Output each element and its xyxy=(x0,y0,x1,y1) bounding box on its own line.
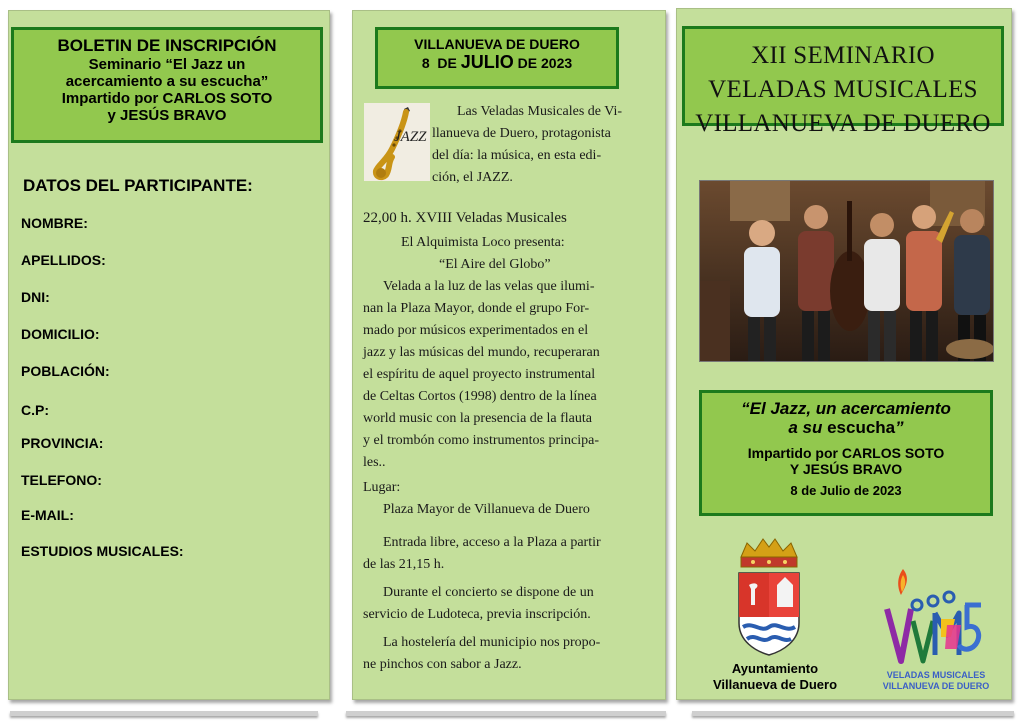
ayuntamiento-line-2: Villanueva de Duero xyxy=(712,677,838,692)
field-apellidos: APELLIDOS: xyxy=(21,252,106,268)
event-presenter: El Alquimista Loco presenta: xyxy=(401,235,565,250)
date-line xyxy=(378,52,616,73)
date-location: VILLANUEVA DE DUERO xyxy=(414,36,580,52)
veladas-musicales-logo-icon xyxy=(883,565,987,669)
seminar-line-2: acercamiento a su escucha” xyxy=(65,73,269,90)
body-line-3: mado por músicos experimentados en el xyxy=(363,323,589,338)
field-cp: C.P: xyxy=(21,402,49,418)
place-value: Plaza Mayor de Villanueva de Duero xyxy=(383,502,590,517)
field-nombre: NOMBRE: xyxy=(21,215,88,231)
seminar-title-2: VELADAS MUSICALES xyxy=(708,76,978,103)
quote-part-a: a su xyxy=(788,418,828,437)
field-telefono: TELEFONO: xyxy=(21,472,102,488)
instructors-line-1: Impartido por CARLOS SOTO xyxy=(61,90,273,107)
field-domicilio: DOMICILIO: xyxy=(21,326,100,342)
field-dni: DNI: xyxy=(21,289,50,305)
intro-line-2: llanueva de Duero, protagonista xyxy=(432,126,611,141)
registration-title-box xyxy=(11,27,323,143)
seminar-title-3: VILLANUEVA DE DUERO xyxy=(695,110,991,137)
registration-panel xyxy=(8,10,330,700)
place-label: Lugar: xyxy=(363,480,401,495)
intro-line-3: del día: la música, en esta edi- xyxy=(432,148,602,163)
shadow-line-1 xyxy=(10,711,318,716)
shadow-line-2 xyxy=(346,711,666,716)
seminar-title-1: XII SEMINARIO xyxy=(751,42,935,69)
seminar-date: 8 de Julio de 2023 xyxy=(790,483,902,498)
seminar-info-box xyxy=(699,390,993,516)
program-panel xyxy=(352,10,666,700)
registration-title: BOLETIN DE INSCRIPCIÓN xyxy=(57,36,277,55)
veladas-label xyxy=(873,670,999,692)
seminar-title-box xyxy=(682,26,1004,137)
veladas-line-2: VILLANUEVA DE DUERO xyxy=(882,681,990,691)
instructors-line-a: Impartido por CARLOS SOTO xyxy=(747,445,945,461)
cover-panel xyxy=(676,8,1012,700)
band-photo xyxy=(699,180,994,362)
intro-line-1: Las Veladas Musicales de Vi- xyxy=(457,104,623,119)
field-estudios: ESTUDIOS MUSICALES: xyxy=(21,543,184,559)
entry-line-2: de las 21,15 h. xyxy=(363,557,445,572)
quote-part-c: ” xyxy=(895,418,904,437)
field-email: E-MAIL: xyxy=(21,507,74,523)
shadow-line-3 xyxy=(692,711,1014,716)
body-line-8: y el trombón como instrumentos principa- xyxy=(363,433,600,448)
date-month: JULIO xyxy=(460,52,514,72)
body-line-6: de Celtas Cortos (1998) dentro de la línea xyxy=(363,389,597,404)
ayuntamiento-label xyxy=(695,661,855,693)
seminar-line-1: Seminario “El Jazz un xyxy=(88,56,246,73)
instructors-line-2: y JESÚS BRAVO xyxy=(107,107,227,124)
date-box xyxy=(375,27,619,89)
quote-line-2 xyxy=(702,418,990,437)
sax-jazz-label: JAZZ xyxy=(394,129,427,145)
ludoteca-line-1: Durante el concierto se dispone de un xyxy=(383,585,594,600)
event-show-name: “El Aire del Globo” xyxy=(439,257,551,272)
event-title: 22,00 h. XVIII Veladas Musicales xyxy=(363,210,567,226)
hosteleria-line-1: La hostelería del municipio nos propo- xyxy=(383,635,601,650)
body-line-9: les.. xyxy=(363,455,386,470)
body-line-5: el espíritu de aquel proyecto instrumental xyxy=(363,367,596,382)
body-line-4: jazz y las músicas del mundo, recuperaran xyxy=(363,345,600,360)
ludoteca-line-2: servicio de Ludoteca, previa inscripción. xyxy=(363,607,591,622)
saxophone-image xyxy=(364,103,430,181)
band-photo-illustration xyxy=(700,181,993,361)
quote-line-1: “El Jazz, un acercamiento xyxy=(741,399,951,418)
body-line-2: nan la Plaza Mayor, donde el grupo For- xyxy=(363,301,590,316)
hosteleria-line-2: ne pinchos con sabor a Jazz. xyxy=(363,657,522,672)
date-day: 8 xyxy=(421,55,430,71)
instructors-line-b: Y JESÚS BRAVO xyxy=(789,461,903,477)
quote-part-b: escucha xyxy=(827,418,896,437)
body-line-7: world music con la presencia de la flauta xyxy=(363,411,592,426)
ayuntamiento-line-1: Ayuntamiento xyxy=(731,661,819,676)
field-poblacion: POBLACIÓN: xyxy=(21,363,110,379)
entry-line-1: Entrada libre, acceso a la Plaza a partir xyxy=(383,535,601,550)
body-line-1: Velada a la luz de las velas que ilumi- xyxy=(383,279,595,294)
coat-of-arms-icon xyxy=(733,537,805,663)
date-year: DE 2023 xyxy=(517,55,573,71)
date-de: DE xyxy=(437,55,457,71)
participant-heading: DATOS DEL PARTICIPANTE: xyxy=(23,176,253,195)
intro-line-4: ción, el JAZZ. xyxy=(432,170,513,185)
field-provincia: PROVINCIA: xyxy=(21,435,104,451)
saxophone-icon xyxy=(364,103,430,181)
veladas-line-1: VELADAS MUSICALES xyxy=(886,670,986,680)
